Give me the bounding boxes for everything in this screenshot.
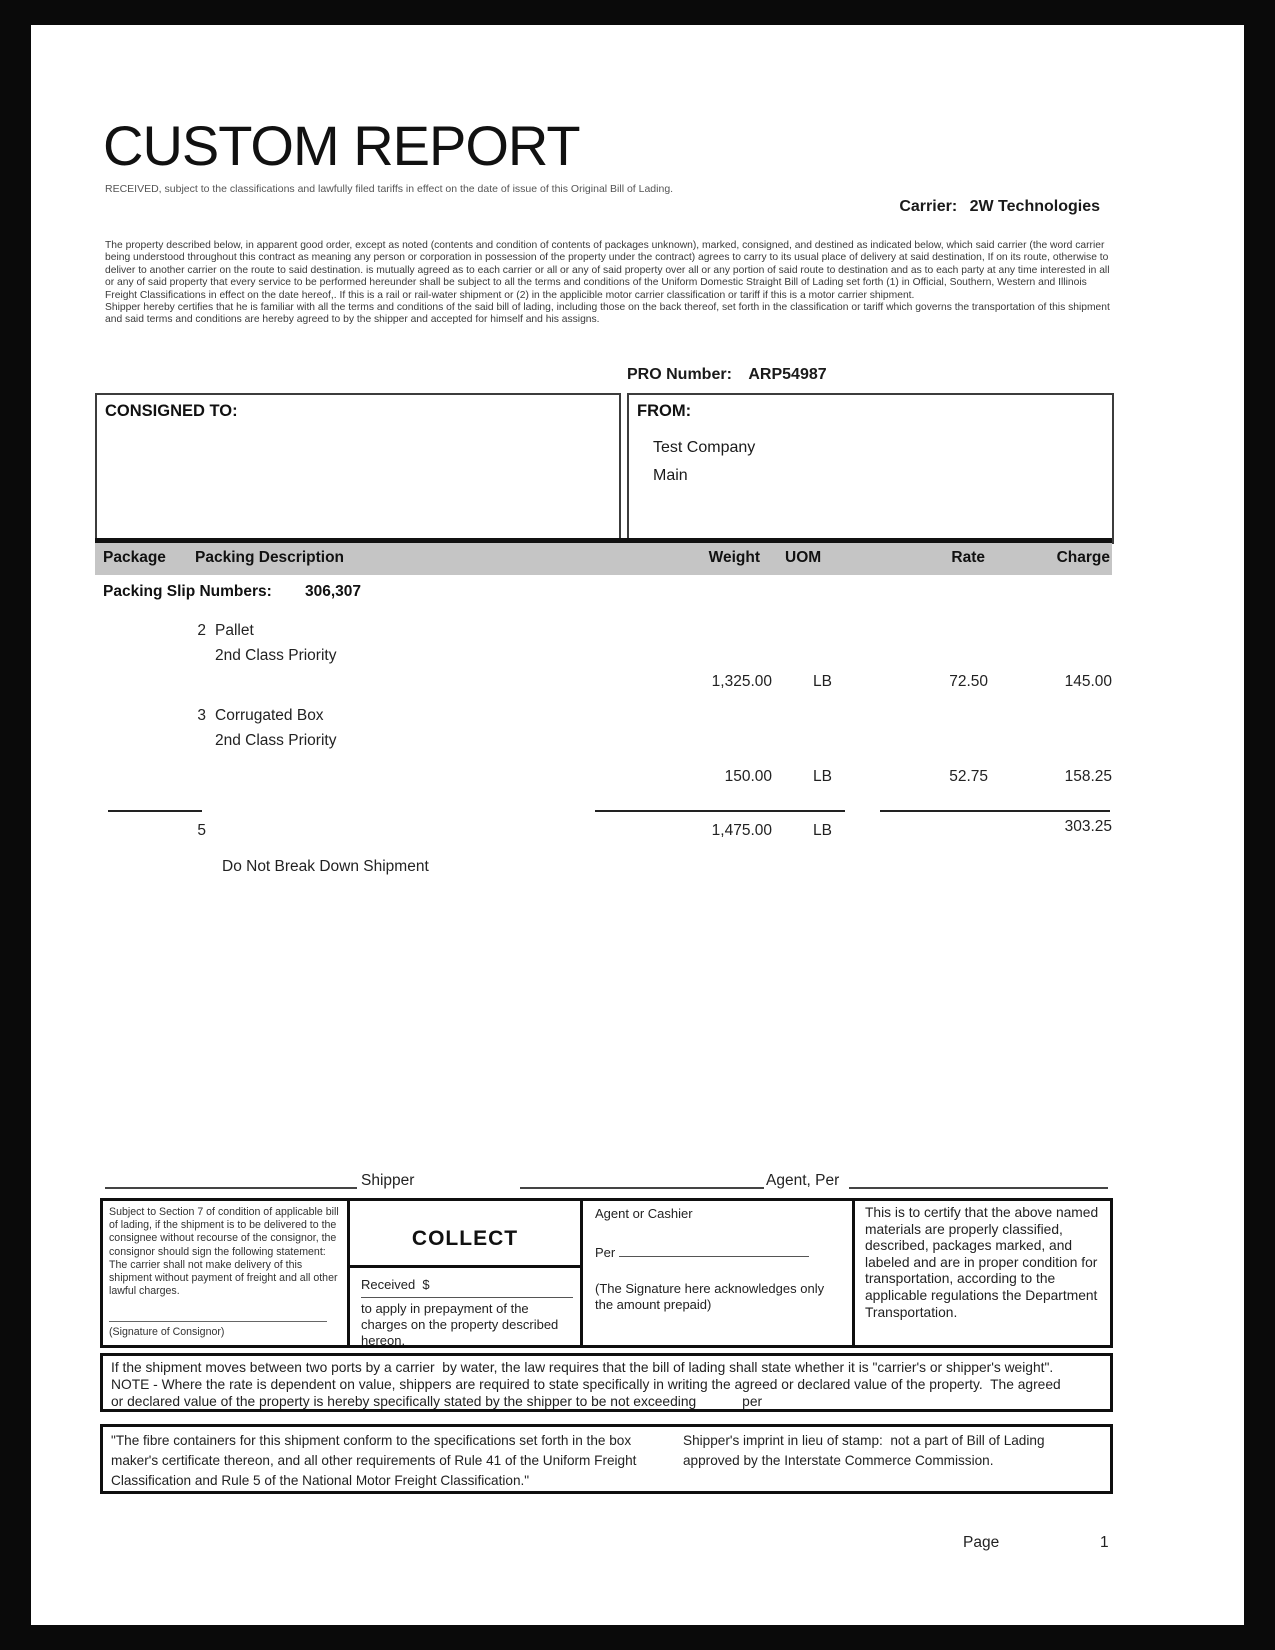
page-footer-label: Page <box>963 1534 1000 1551</box>
packing-slip-value: 306,307 <box>305 583 362 600</box>
section7-text-1: Subject to Section 7 of condition of applicable bill of lading, if the shipment is to be delivered to the consignee without recourse of the consignor, the consignor should sign the following statement: <box>109 1206 339 1258</box>
total-rule-weight <box>595 810 845 812</box>
consignor-signature-label: (Signature of Consignor) <box>109 1326 225 1338</box>
item-rate: 52.75 <box>949 768 988 785</box>
shipment-note: Do Not Break Down Shipment <box>222 858 429 875</box>
from-company: Test Company <box>653 439 756 456</box>
carrier-label: Carrier: <box>899 198 958 215</box>
item-description: Pallet <box>215 622 254 639</box>
total-rule-charge <box>880 810 1110 812</box>
water-carrier-line-2: NOTE - Where the rate is dependent on value, shippers are required to state specifically in writing the agreed or declared value of the property. The agreed <box>111 1377 1061 1392</box>
shippers-imprint-text: Shipper's imprint in lieu of stamp: not a part of Bill of Lading approved by the Interstate Commerce Commission. <box>683 1433 1049 1468</box>
item-uom: LB <box>813 673 832 690</box>
total-charge: 303.25 <box>1064 818 1112 835</box>
item-weight: 150.00 <box>724 768 772 785</box>
legal-terms <box>105 240 1113 327</box>
shipper-signature-line <box>105 1171 357 1189</box>
certification-text: This is to certify that the above named materials are properly classified, described, packages marked, and labeled and are in proper condition for transportation, according to the applicable regulations the Department Transportation. <box>865 1205 1099 1320</box>
agent-signature-line <box>520 1171 764 1189</box>
col-header-package: Package <box>103 549 166 566</box>
received-amount-label: Received $ <box>361 1277 430 1292</box>
pro-number <box>627 366 827 384</box>
water-carrier-box <box>100 1353 1113 1412</box>
from-label: FROM: <box>637 402 692 420</box>
total-uom: LB <box>813 822 832 839</box>
legal-paragraph-1: The property described below, in apparent good order, except as noted (contents and condition of contents of packages unknown), marked, consigned, and destined as indicated below, which said carrier (the word carrier being understood throughout this contract as meaning any person or corporation in possession of the property under the contract) agrees to carry to its usual place of delivery at said destination, If on its route, otherwise to deliver to another carrier on the route to said destination. is mutually agreed as to each carrier or all or any of said property over all or any portion of said route to destination and as to each party at any time interested in all or any of said property that every service to be performed hereunder shall be subject to all the terms and conditions of the Uniform Domestic Straight Bill of Lading set forth (1) in Official, Southern, Western and Illinois Freight Classifications in effect on the date hereof,. If this is a rail or rail-water shipment or (2) in the applicible motor carrier classification or tariff if this is a motor carrier shipment. <box>105 240 1110 301</box>
prepaid-acknowledgement-note: (The Signature here acknowledges only the amount prepaid) <box>595 1281 825 1312</box>
col-header-description: Packing Description <box>195 549 345 566</box>
packing-slip-label: Packing Slip Numbers: <box>103 583 272 600</box>
received-note: RECEIVED, subject to the classifications and lawfully filed tariffs in effect on the date of issue of this Original Bill of Lading. <box>105 183 674 195</box>
consignor-signature-line <box>109 1321 327 1322</box>
item-charge: 145.00 <box>1064 673 1112 690</box>
per-line <box>595 1245 809 1261</box>
per-signature-line <box>619 1256 809 1257</box>
item-charge: 158.25 <box>1064 768 1112 785</box>
fibre-containers-box <box>100 1424 1113 1494</box>
table-header-bar <box>95 543 1112 575</box>
collect-box-divider <box>350 1265 580 1268</box>
agent-or-cashier-label: Agent or Cashier <box>595 1206 693 1221</box>
col-header-weight: Weight <box>708 549 760 566</box>
item-description: Corrugated Box <box>215 707 324 724</box>
collect-title: COLLECT <box>411 1227 519 1250</box>
legal-paragraph-2: Shipper hereby certifies that he is familiar with all the terms and conditions of the said bill of lading, including those on the back thereof, set forth in the classification or tariff which governs the transportation of this shipment and said terms and conditions are hereby agreed to by the shipper and accepted for himself and his assigns. <box>105 302 1110 326</box>
total-rule-qty <box>108 810 202 812</box>
col-header-uom: UOM <box>785 549 822 566</box>
item-priority: 2nd Class Priority <box>215 732 337 749</box>
received-amount-line <box>361 1297 573 1298</box>
item-priority: 2nd Class Priority <box>215 647 337 664</box>
consigned-to-box <box>95 393 621 544</box>
col-header-rate: Rate <box>951 549 985 566</box>
grid-divider <box>580 1201 583 1345</box>
section7-text <box>109 1206 339 1298</box>
apply-prepayment-text: to apply in prepayment of the charges on the property described hereon. <box>361 1301 559 1348</box>
from-box <box>627 393 1114 544</box>
item-rate: 72.50 <box>949 673 988 690</box>
shipper-signature-label: Shipper <box>361 1172 415 1189</box>
item-weight: 1,325.00 <box>711 673 772 690</box>
grid-divider <box>347 1201 350 1345</box>
fibre-containers-text: "The fibre containers for this shipment conform to the specifications set forth in the box maker's certificate thereon, and all other requirements of Rule 41 of the Uniform Freight Classification and Rule 5 of the National Motor Freight Classification." <box>111 1433 641 1488</box>
item-qty: 2 <box>197 622 206 639</box>
carrier-value: 2W Technologies <box>969 198 1100 215</box>
total-qty: 5 <box>197 822 206 839</box>
from-address: Main <box>653 467 688 484</box>
item-uom: LB <box>813 768 832 785</box>
consigned-to-label: CONSIGNED TO: <box>105 402 238 420</box>
item-qty: 3 <box>197 707 206 724</box>
report-title: CUSTOM REPORT <box>103 114 580 177</box>
agent-per-signature-line <box>849 1171 1108 1189</box>
pro-number-value: ARP54987 <box>748 366 827 383</box>
total-weight: 1,475.00 <box>711 822 772 839</box>
section7-text-2: The carrier shall not make delivery of this shipment without payment of freight and all other lawful charges. <box>109 1258 338 1298</box>
agent-signature-label: Agent, Per <box>766 1172 840 1189</box>
page-footer-number: 1 <box>1100 1534 1109 1551</box>
carrier-line <box>700 198 1100 216</box>
conditions-grid <box>100 1198 1113 1348</box>
water-carrier-line-1: If the shipment moves between two ports by a carrier by water, the law requires that the bill of lading shall state whether it is "carrier's or shipper's weight". <box>111 1360 1054 1375</box>
per-label: Per <box>595 1245 616 1260</box>
grid-divider <box>852 1201 855 1345</box>
col-header-charge: Charge <box>1056 549 1110 566</box>
pro-number-label: PRO Number: <box>627 366 732 383</box>
water-carrier-line-3: or declared value of the property is hereby specifically stated by the shipper to be not exceeding per <box>111 1394 763 1409</box>
